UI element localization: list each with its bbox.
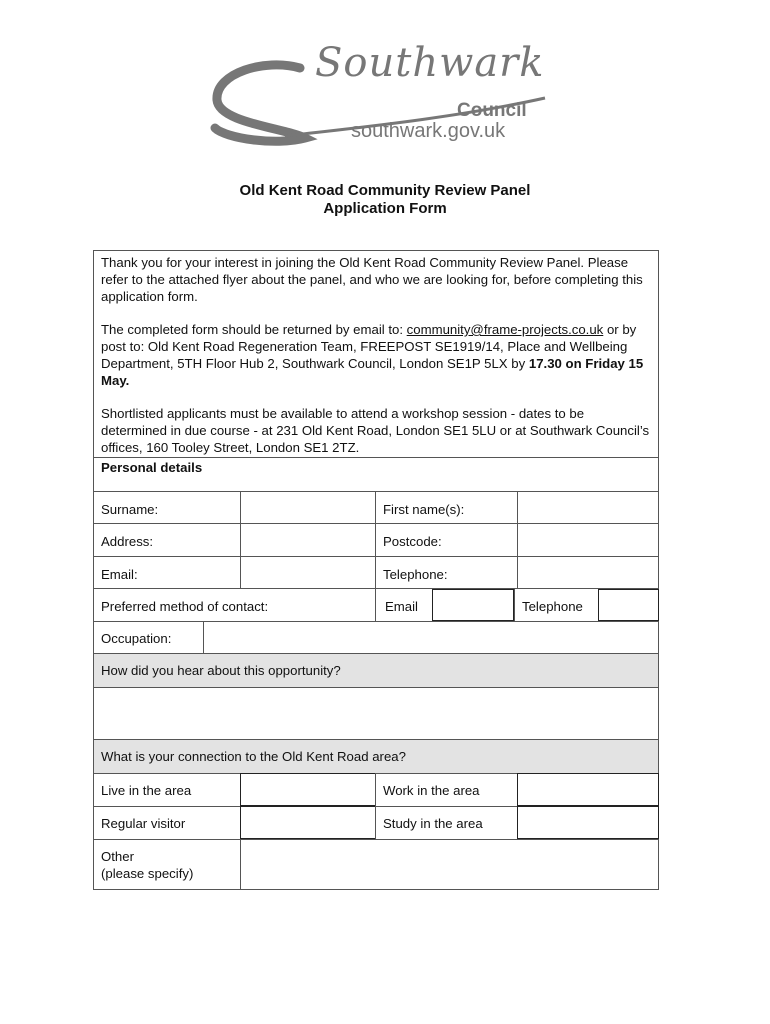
regular-visitor-label: Regular visitor <box>101 816 186 831</box>
address-label: Address: <box>101 534 154 549</box>
study-in-area-label: Study in the area <box>383 816 483 831</box>
telephone-label: Telephone: <box>383 567 448 582</box>
postcode-label: Postcode: <box>383 534 442 549</box>
surname-input[interactable] <box>241 492 374 523</box>
other-label: Other <box>101 849 134 864</box>
application-form <box>93 250 659 890</box>
work-in-area-label: Work in the area <box>383 783 480 798</box>
other-note: (please specify) <box>101 866 194 881</box>
column-divider <box>514 588 515 621</box>
study-in-area-checkbox[interactable] <box>517 806 659 839</box>
divider <box>94 457 658 458</box>
intro-return-prefix: The completed form should be returned by email to: <box>101 322 407 337</box>
form-title <box>0 182 770 218</box>
personal-details-heading: Personal details <box>101 460 203 475</box>
intro-postal-address: or by post to: Old Kent Road Regeneration Team, FREEPOST SE1919/14, Place and Wellbeing Department, 5TH Floor Hub 2, Southwark Council, London SE1P 5LX by <box>101 322 637 371</box>
email-input[interactable] <box>241 557 374 588</box>
logo-wordmark: Southwark <box>315 40 545 86</box>
first-names-label: First name(s): <box>383 502 465 517</box>
hear-answer-input[interactable] <box>95 688 657 738</box>
title-line-1: Old Kent Road Community Review Panel <box>239 182 531 199</box>
intro-text <box>101 254 651 472</box>
work-in-area-checkbox[interactable] <box>517 773 659 806</box>
occupation-input[interactable] <box>204 622 658 653</box>
connection-question: What is your connection to the Old Kent Road area? <box>101 749 406 764</box>
contact-email-checkbox[interactable] <box>432 589 514 621</box>
logo-url: southwark.gov.uk <box>351 120 506 142</box>
other-specify-input[interactable] <box>241 840 658 889</box>
southwark-council-logo <box>205 38 565 148</box>
address-input[interactable] <box>241 524 374 556</box>
intro-paragraph-3: Shortlisted applicants must be available to attend a workshop session - dates to be determined in due course - at 231 Old Kent Road, London SE1 5LU or at Southwark Council’s offices, 160 Tooley Street, London SE1 2TZ. <box>101 406 650 455</box>
logo-council: Council <box>457 100 527 121</box>
divider <box>94 653 658 654</box>
column-divider <box>375 491 376 621</box>
deadline: 17.30 on Friday 15 May. <box>101 356 644 388</box>
postcode-input[interactable] <box>518 524 658 556</box>
divider <box>94 739 658 740</box>
title-line-2: Application Form <box>323 200 447 217</box>
column-divider <box>375 773 376 839</box>
regular-visitor-checkbox[interactable] <box>240 806 376 839</box>
live-in-area-checkbox[interactable] <box>240 773 376 806</box>
contact-telephone-label: Telephone <box>522 599 583 614</box>
first-names-input[interactable] <box>518 492 658 523</box>
hear-question: How did you hear about this opportunity? <box>101 663 341 678</box>
contact-telephone-checkbox[interactable] <box>598 589 659 621</box>
intro-paragraph-1: Thank you for your interest in joining the Old Kent Road Community Review Panel. Please refer to the attached flyer about the panel, and who we are looking for, before completing this application form. <box>101 255 643 304</box>
contact-email-label: Email <box>385 599 418 614</box>
intro-paragraph-2 <box>101 321 651 389</box>
live-in-area-label: Live in the area <box>101 783 192 798</box>
return-email-link[interactable]: community@frame-projects.co.uk <box>406 322 604 337</box>
email-label: Email: <box>101 567 138 582</box>
surname-label: Surname: <box>101 502 159 517</box>
occupation-label: Occupation: <box>101 631 172 646</box>
divider <box>94 588 658 589</box>
preferred-contact-label: Preferred method of contact: <box>101 599 269 614</box>
telephone-input[interactable] <box>518 557 658 588</box>
